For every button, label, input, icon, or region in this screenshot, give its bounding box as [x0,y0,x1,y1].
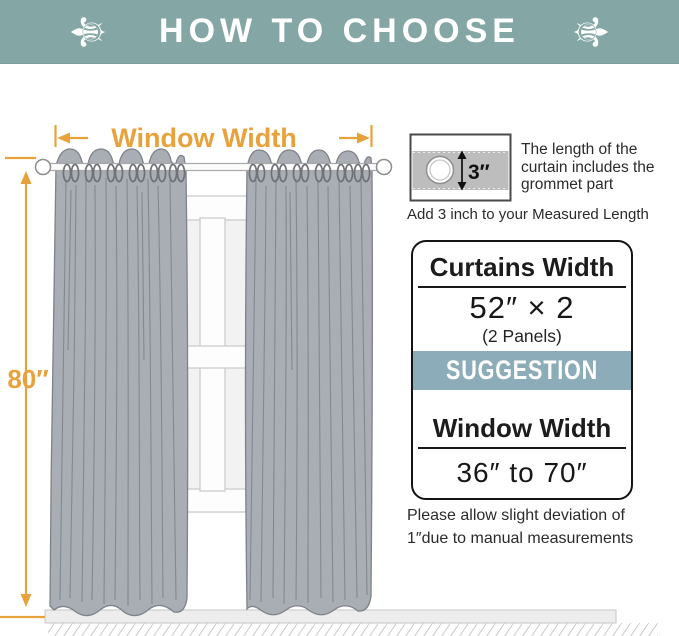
spec-row-window-width-header: Window Width [432,413,612,443]
curtains-width-value: 52″ × 2 [469,290,575,325]
spec-row-curtains-width-value [413,288,631,351]
window-width-label: Window Width [111,123,297,153]
deviation-note [407,504,677,550]
grommet-note: The length of the curtain includes the grommet part [521,141,655,193]
grommet-closeup-diagram [411,135,511,201]
spec-row-curtains-width-header: Curtains Width [429,252,615,282]
fleur-de-lis-left-icon: ⚜ [61,10,116,53]
curtain-length-measure [0,158,49,617]
rod-finial-right [377,160,392,175]
deviation-note-line1: Please allow slight deviation of [407,507,625,524]
header-banner [0,0,679,64]
rod-finial-left [36,160,51,175]
page-title: HOW TO CHOOSE [159,12,520,50]
curtain-panel-left [50,149,188,616]
spec-table [411,240,633,500]
grommet-size-label: 3″ [468,161,490,184]
spec-row-window-width-value: 36″ to 70″ [456,457,588,488]
curtain-panel-right [246,150,373,615]
curtains-width-subvalue: (2 Panels) [482,326,562,346]
curtain-length-label: 80″ [7,364,49,394]
deviation-note-line2: 1″due to manual measurements [407,530,634,547]
add-length-note: Add 3 inch to your Measured Length [407,206,649,223]
suggestion-label: SUGGESTION [445,355,599,385]
fleur-de-lis-right-icon: ⚜ [563,10,618,53]
suggestion-band [413,351,631,390]
